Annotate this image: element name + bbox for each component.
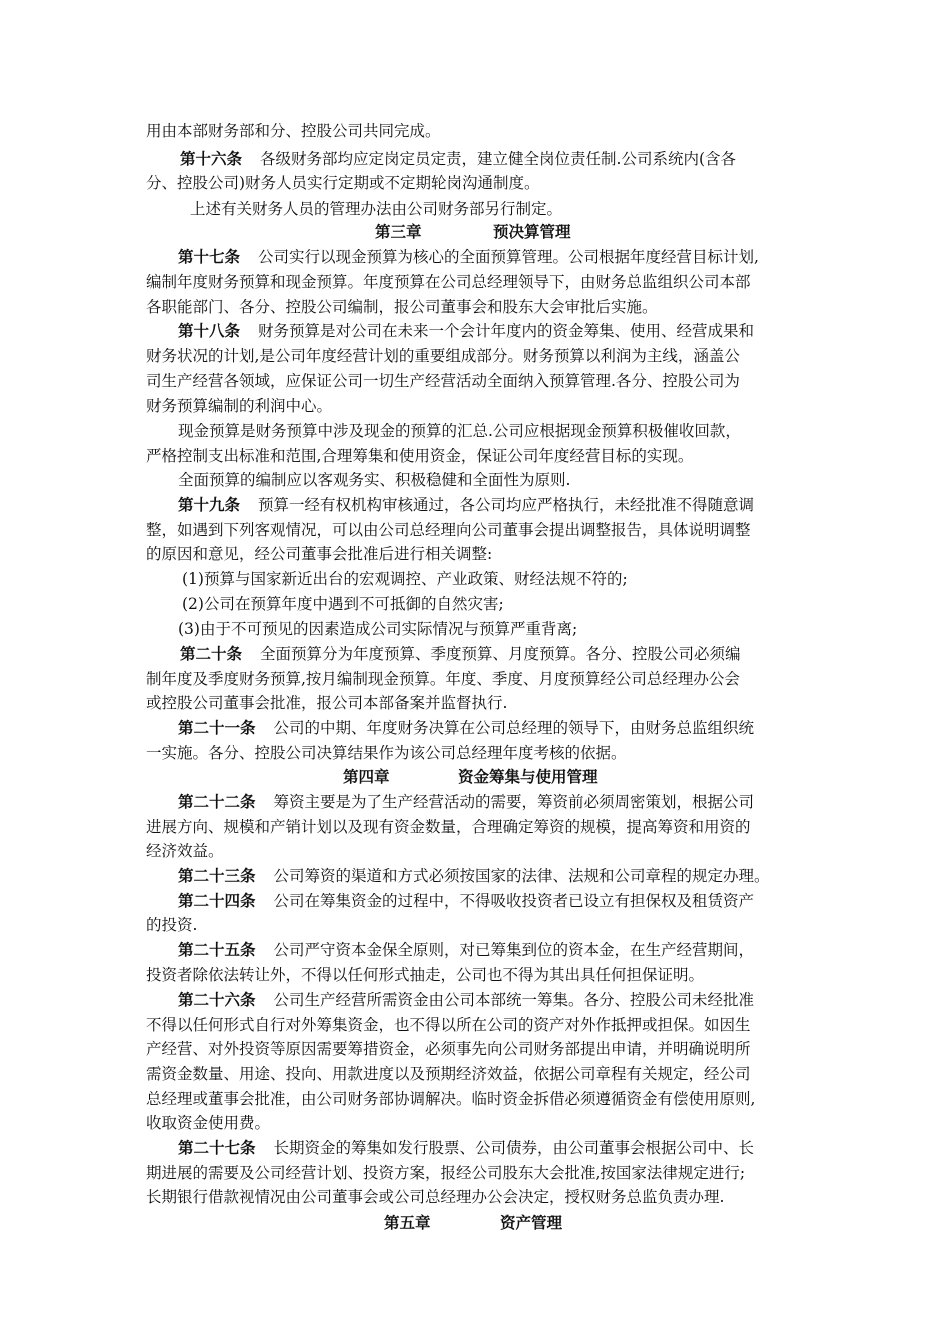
text-line: 经济效益。 (146, 842, 224, 860)
article-20 (180, 641, 830, 667)
article-18 (178, 318, 828, 344)
article-heading: 第十八条 (178, 321, 241, 340)
text-line: 不得以任何形式自行对外筹集资金，也不得以所在公司的资产对外作抵押或担保。如因生 (146, 1016, 751, 1034)
text-line: 整，如遇到下列客观情况，可以由公司总经理向公司董事会提出调整报告，具体说明调整 (146, 521, 751, 539)
text-line: 长期银行借款视情况由公司董事会或公司总经理办公会决定，授权财务总监负责办理. (146, 1188, 725, 1206)
article-heading: 第二十七条 (178, 1138, 256, 1157)
text-line: (2)公司在预算年度中遇到不可抵御的自然灾害; (182, 595, 504, 613)
chapter-number: 第三章 (375, 222, 422, 241)
text-line: 公司实行以现金预算为核心的全面预算管理。公司根据年度经营目标计划, (258, 248, 759, 266)
text-line: 制年度及季度财务预算,按月编制现金预算。年度、季度、月度预算经公司总经理办公会 (146, 670, 740, 688)
text-line: 筹资主要是为了生产经营活动的需要，筹资前必须周密策划，根据公司 (273, 793, 755, 811)
chapter-number: 第五章 (384, 1213, 431, 1232)
text-line: 公司严守资本金保全原则，对已筹集到位的资本金，在生产经营期间， (273, 941, 755, 959)
article-heading: 第二十五条 (178, 940, 256, 959)
text-line: 现金预算是财务预算中涉及现金的预算的汇总.公司应根据现金预算积极催收回款， (178, 422, 741, 440)
text-line: 预算一经有权机构审核通过，各公司均应严格执行，未经批准不得随意调 (258, 496, 755, 514)
article-heading: 第二十六条 (178, 990, 256, 1009)
article-heading: 第十九条 (178, 495, 241, 514)
article-heading: 第二十条 (180, 644, 243, 663)
chapter-title: 预决算管理 (493, 222, 571, 241)
text-line: 的原因和意见，经公司董事会批准后进行相关调整: (146, 545, 493, 563)
article-heading: 第二十四条 (178, 891, 256, 910)
text-line: 公司的中期、年度财务决算在公司总经理的领导下，由财务总监组织统 (273, 719, 755, 737)
text-line: 或控股公司董事会批准，报公司本部备案并监督执行. (146, 694, 508, 712)
text-line: 需资金数量、用途、投向、用款进度以及预期经济效益，依据公司章程有关规定，经公司 (146, 1065, 751, 1083)
article-21 (178, 715, 828, 741)
article-26 (178, 987, 828, 1013)
text-line: 上述有关财务人员的管理办法由公司财务部另行制定。 (190, 200, 563, 218)
text-line: 一实施。各分、控股公司决算结果作为该公司总经理年度考核的依据。 (146, 744, 627, 762)
article-heading: 第二十二条 (178, 792, 256, 811)
text-line: 司生产经营各领域，应保证公司一切生产经营活动全面纳入预算管理.各分、控股公司为 (146, 372, 740, 390)
text-line: 编制年度财务预算和现金预算。年度预算在公司总经理领导下，由财务总监组织公司本部 (146, 273, 751, 291)
text-line: 投资者除依法转让外，不得以任何形式抽走，公司也不得为其出具任何担保证明。 (146, 966, 705, 984)
chapter-number: 第四章 (343, 767, 390, 786)
text-line: 财务状况的计划,是公司年度经营计划的重要组成部分。财务预算以利润为主线，涵盖公 (146, 347, 740, 365)
text-line: 全面预算的编制应以客观务实、积极稳健和全面性为原则. (178, 471, 571, 489)
chapter-title: 资金筹集与使用管理 (458, 767, 598, 786)
text-line: 全面预算分为年度预算、季度预算、月度预算。各分、控股公司必须编 (260, 645, 741, 663)
text-line: 各级财务部均应定岗定员定责，建立健全岗位责任制.公司系统内(含各 (260, 150, 736, 168)
text-line: 公司生产经营所需资金由公司本部统一筹集。各分、控股公司未经批准 (273, 991, 755, 1009)
text-line: 期进展的需要及公司经营计划、投资方案，报经公司股东大会批准,按国家法律规定进行; (146, 1164, 746, 1182)
text-line: 产经营、对外投资等原因需要筹措资金，必须事先向公司财务部提出申请，并明确说明所 (146, 1040, 751, 1058)
article-heading: 第二十一条 (178, 718, 256, 737)
text-line: 财务预算是对公司在未来一个会计年度内的资金筹集、使用、经营成果和 (258, 322, 755, 340)
chapter-title: 资产管理 (500, 1213, 563, 1232)
text-line: (1)预算与国家新近出台的宏观调控、产业政策、财经法规不符的; (182, 570, 628, 588)
text-line: 长期资金的筹集如发行股票、公司债券，由公司董事会根据公司中、长 (273, 1139, 755, 1157)
article-16 (180, 146, 830, 172)
text-line: 公司在筹集资金的过程中，不得吸收投资者已设立有担保权及租赁资产 (273, 892, 755, 910)
text-line: 公司筹资的渠道和方式必须按国家的法律、法规和公司章程的规定办理。 (273, 867, 770, 885)
article-heading: 第十六条 (180, 149, 243, 168)
article-19 (178, 492, 828, 518)
article-22 (178, 789, 828, 815)
text-line: 严格控制支出标准和范围,合理筹集和使用资金，保证公司年度经营目标的实现。 (146, 447, 694, 465)
article-24 (178, 888, 828, 914)
text-line: 财务预算编制的利润中心。 (146, 397, 333, 415)
text-line: 进展方向、规模和产销计划以及现有资金数量，合理确定筹资的规模，提高筹资和用资的 (146, 818, 751, 836)
article-heading: 第十七条 (178, 247, 241, 266)
text-line: 收取资金使用费。 (146, 1114, 271, 1132)
text-line: 总经理或董事会批准，由公司财务部协调解决。临时资金拆借必须遵循资金有偿使用原则, (146, 1090, 756, 1108)
article-23 (178, 863, 828, 889)
article-27 (178, 1135, 828, 1161)
text-line: 用由本部财务部和分、控股公司共同完成。 (146, 122, 441, 140)
article-heading: 第二十三条 (178, 866, 256, 885)
text-line: (3)由于不可预见的因素造成公司实际情况与预算严重背离; (178, 620, 578, 638)
text-line: 的投资. (146, 916, 198, 934)
article-17 (178, 244, 828, 270)
article-25 (178, 937, 828, 963)
text-line: 分、控股公司)财务人员实行定期或不定期轮岗沟通制度。 (146, 174, 540, 192)
text-line: 各职能部门、各分、控股公司编制，报公司董事会和股东大会审批后实施。 (146, 298, 658, 316)
